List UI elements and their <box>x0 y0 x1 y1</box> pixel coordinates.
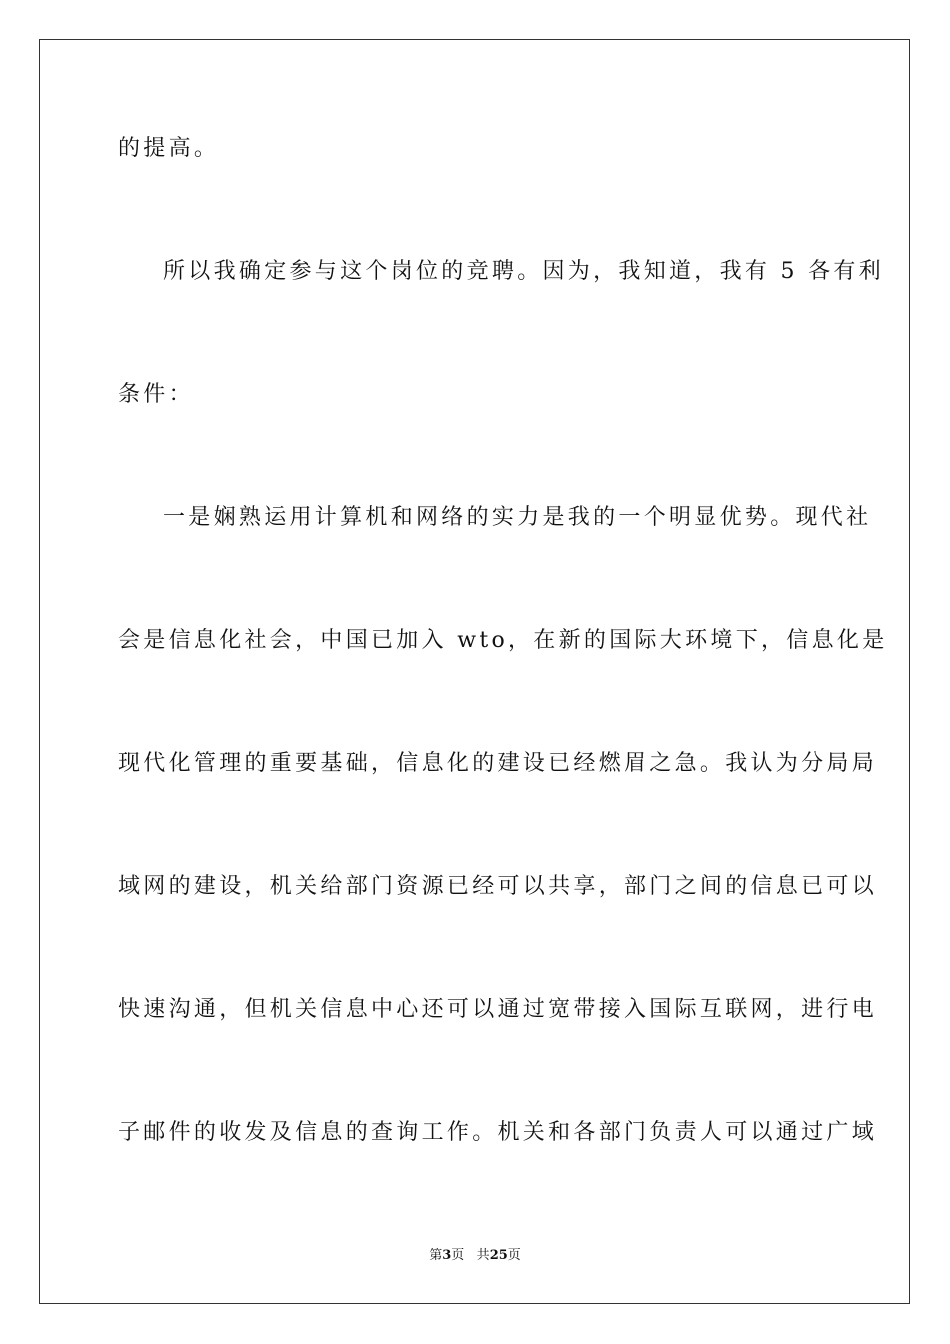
page-footer <box>0 1247 950 1265</box>
text-line-5: 会是信息化社会，中国已加入 wto，在新的国际大环境下，信息化是 <box>118 628 888 653</box>
text-line-4: 一是娴熟运用计算机和网络的实力是我的一个明显优势。现代社 <box>163 505 872 530</box>
text-line-1: 的提高。 <box>118 136 220 161</box>
total-label-suffix: 页 <box>507 1248 521 1263</box>
text-line-3: 条件： <box>118 382 194 407</box>
total-pages-number: 25 <box>489 1248 508 1263</box>
text-line-6: 现代化管理的重要基础，信息化的建设已经燃眉之急。我认为分局局 <box>118 751 878 776</box>
page-label-suffix: 页 <box>451 1248 465 1263</box>
page-border <box>39 39 910 1304</box>
total-label-prefix: 共 <box>476 1248 490 1263</box>
page-label-prefix: 第 <box>429 1248 443 1263</box>
current-page-number: 3 <box>442 1248 452 1263</box>
text-line-9: 子邮件的收发及信息的查询工作。机关和各部门负责人可以通过广域 <box>118 1120 878 1145</box>
text-line-2: 所以我确定参与这个岗位的竞聘。因为，我知道，我有 5 各有利 <box>163 259 884 284</box>
text-line-7: 域网的建设，机关给部门资源已经可以共享，部门之间的信息已可以 <box>118 874 878 899</box>
text-line-8: 快速沟通，但机关信息中心还可以通过宽带接入国际互联网，进行电 <box>118 997 878 1022</box>
